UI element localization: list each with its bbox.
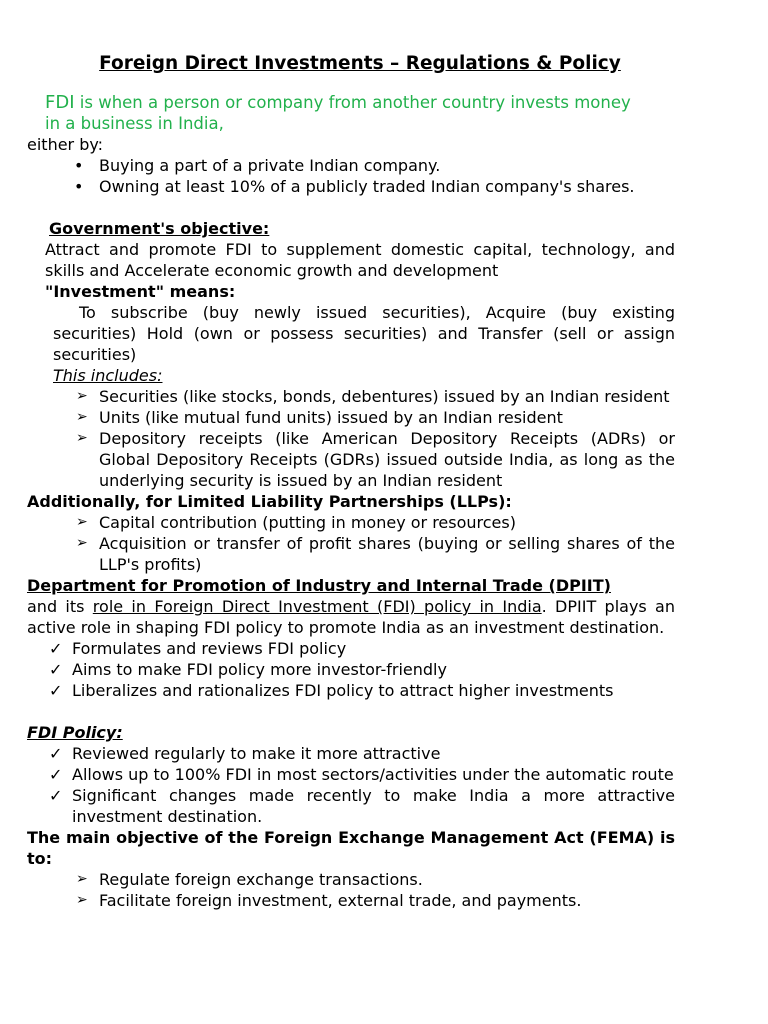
list-item: ✓ Liberalizes and rationalizes FDI policy to attract higher investments — [27, 680, 675, 701]
page-title: Foreign Direct Investments – Regulations & Policy — [99, 53, 621, 74]
dpiit-text: and its role in Foreign Direct Investment (FDI) policy in India. DPIIT plays an active role in shaping FDI policy to promote India as an investment destination. — [27, 597, 676, 637]
list-item: ✓ Allows up to 100% FDI in most sectors/activities under the automatic route — [27, 764, 675, 785]
fema-heading: The main objective of the Foreign Exchange Management Act (FEMA) is to: — [27, 828, 675, 868]
fdi-definition-line-1 — [45, 92, 675, 113]
list-item: ➢ Acquisition or transfer of profit shares (buying or selling shares of the LLP's profits) — [27, 533, 675, 575]
investment-heading: "Investment" means: — [45, 282, 236, 301]
dpiit-list — [27, 638, 675, 701]
document-page — [27, 52, 675, 911]
llp-list — [27, 512, 675, 575]
list-item: ➢ Securities (like stocks, bonds, debentures) issued by an Indian resident — [27, 386, 675, 407]
investment-includes-list — [27, 386, 675, 491]
list-item: ➢ Depository receipts (like American Depository Receipts (ADRs) or Global Depository Receipts (GDRs) issued outside India, as long as the underlying security is issued by an Indian resident — [27, 428, 675, 491]
fema-list — [27, 869, 675, 911]
list-item: ➢ Capital contribution (putting in money or resources) — [27, 512, 675, 533]
fdi-definition — [27, 92, 675, 134]
fdi-definition-text: is when a person or company from another country invests money — [74, 93, 631, 112]
list-item: ➢ Units (like mutual fund units) issued by an Indian resident — [27, 407, 675, 428]
dpiit-role-link[interactable]: role in Foreign Direct Investment (FDI) policy in India — [92, 597, 542, 616]
fdi-term: FDI — [45, 92, 75, 113]
fdi-definition-line-2: in a business in India, — [45, 114, 224, 133]
list-item: • Buying a part of a private Indian company. — [27, 155, 675, 176]
list-item: ✓ Reviewed regularly to make it more attractive — [27, 743, 675, 764]
list-item: ✓ Aims to make FDI policy more investor-friendly — [27, 659, 675, 680]
dpiit-heading: Department for Promotion of Industry and Internal Trade (DPIIT) — [27, 576, 611, 595]
gov-objective-heading: Government's objective: — [49, 219, 270, 238]
fdi-policy-list — [27, 743, 675, 827]
includes-label: This includes: — [53, 366, 163, 385]
fdi-policy-heading: FDI Policy: — [27, 723, 123, 742]
investment-text: To subscribe (buy newly issued securities), Acquire (buy existing securities) Hold (own or possess securities) and Transfer (sell or assign securities) — [53, 303, 675, 364]
either-by-label: either by: — [27, 135, 104, 154]
list-item: ➢ Regulate foreign exchange transactions. — [27, 869, 675, 890]
list-item: ➢ Facilitate foreign investment, external trade, and payments. — [27, 890, 675, 911]
llp-heading: Additionally, for Limited Liability Partnerships (LLPs): — [27, 492, 512, 511]
list-item: • Owning at least 10% of a publicly traded Indian company's shares. — [27, 176, 675, 197]
fdi-ways-list — [27, 155, 675, 197]
list-item: ✓ Formulates and reviews FDI policy — [27, 638, 675, 659]
list-item: ✓ Significant changes made recently to make India a more attractive investment destination. — [27, 785, 675, 827]
gov-objective-text: Attract and promote FDI to supplement domestic capital, technology, and skills and Accelerate economic growth and development — [45, 240, 675, 280]
